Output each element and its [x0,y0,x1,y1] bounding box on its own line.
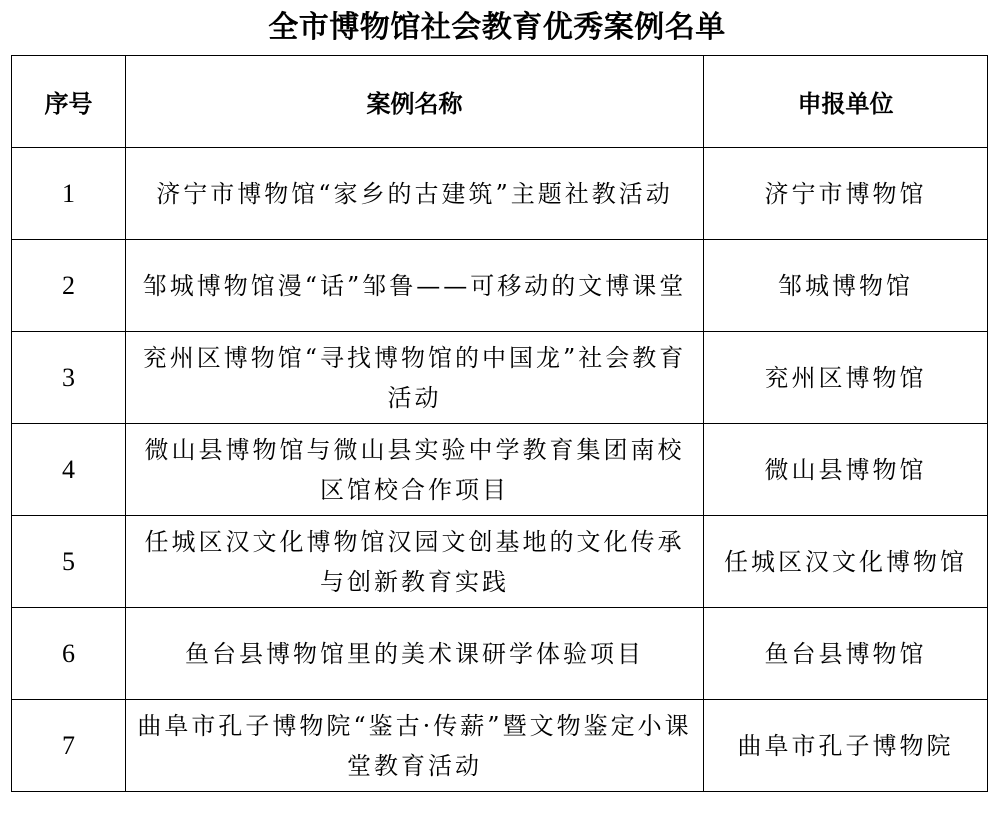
header-serial-number: 序号 [12,56,126,148]
header-applicant-unit: 申报单位 [704,56,988,148]
row-applicant-unit: 济宁市博物馆 [704,148,988,240]
row-serial-number: 3 [12,332,126,424]
row-applicant-unit: 曲阜市孔子博物院 [704,700,988,792]
table-row [12,148,988,240]
table-row [12,424,988,516]
table-row [12,332,988,424]
row-serial-number: 1 [12,148,126,240]
row-case-name: 兖州区博物馆“寻找博物馆的中国龙”社会教育活动 [126,332,704,424]
row-serial-number: 4 [12,424,126,516]
row-case-name: 微山县博物馆与微山县实验中学教育集团南校区馆校合作项目 [126,424,704,516]
table-row [12,608,988,700]
row-serial-number: 6 [12,608,126,700]
table-row [12,240,988,332]
row-serial-number: 7 [12,700,126,792]
row-case-name: 曲阜市孔子博物院“鉴古·传薪”暨文物鉴定小课堂教育活动 [126,700,704,792]
case-list-table [11,55,988,792]
row-serial-number: 2 [12,240,126,332]
row-serial-number: 5 [12,516,126,608]
table-row [12,700,988,792]
table-row [12,516,988,608]
row-applicant-unit: 兖州区博物馆 [704,332,988,424]
row-case-name: 邹城博物馆漫“话”邹鲁——可移动的文博课堂 [126,240,704,332]
table-header-row [12,56,988,148]
document-title: 全市博物馆社会教育优秀案例名单 [268,10,726,45]
row-case-name: 济宁市博物馆“家乡的古建筑”主题社教活动 [126,148,704,240]
row-applicant-unit: 邹城博物馆 [704,240,988,332]
header-case-name: 案例名称 [126,56,704,148]
row-applicant-unit: 微山县博物馆 [704,424,988,516]
row-case-name: 鱼台县博物馆里的美术课研学体验项目 [126,608,704,700]
row-case-name: 任城区汉文化博物馆汉园文创基地的文化传承与创新教育实践 [126,516,704,608]
row-applicant-unit: 鱼台县博物馆 [704,608,988,700]
row-applicant-unit: 任城区汉文化博物馆 [704,516,988,608]
